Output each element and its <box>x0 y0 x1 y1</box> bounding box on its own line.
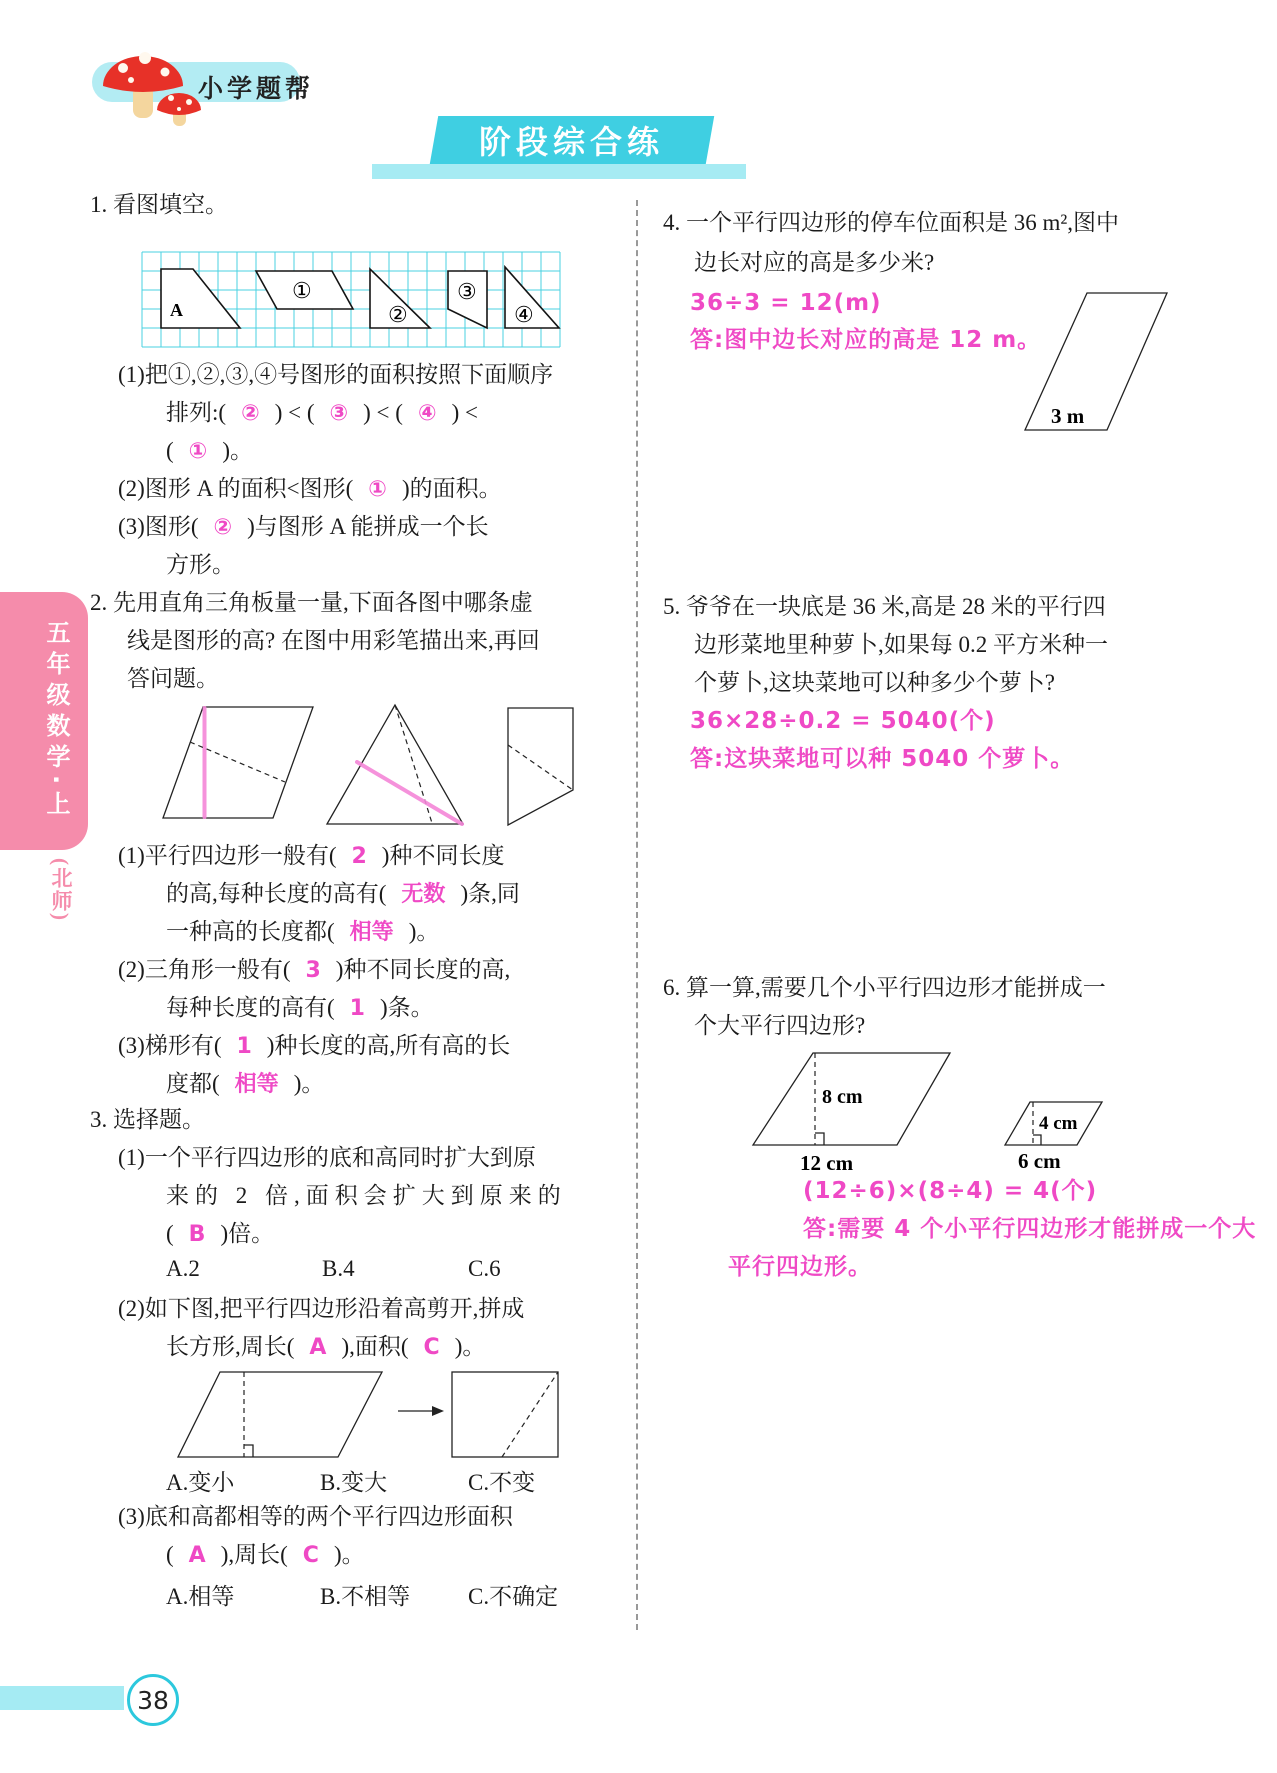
q6-answer-sentence-line1: 答:需要 4 个小平行四边形才能拼成一个大 <box>803 1216 1257 1242</box>
q6-answer-sentence-line2: 平行四边形。 <box>728 1254 872 1280</box>
q4-figure <box>1015 283 1185 435</box>
shape-2-label: ② <box>388 302 408 327</box>
q2-trapezoid <box>508 708 573 825</box>
q3-item2-line2: 长方形,周长( A ),面积( C )。 <box>166 1334 486 1360</box>
q6-small-base-label: 6 cm <box>1018 1149 1061 1173</box>
q3-item3-line1: (3)底和高都相等的两个平行四边形面积 <box>118 1504 513 1529</box>
q6-heading-line2: 个大平行四边形? <box>694 1013 866 1038</box>
q5-answer-sentence: 答:这块菜地可以种 5040 个萝卜。 <box>690 746 1075 772</box>
q3-item3-option-b: B.不相等 <box>320 1584 411 1609</box>
q4-answer-sentence: 答:图中边长对应的高是 12 m。 <box>690 327 1042 353</box>
q2-item1-line3: 一种高的长度都( 相等 )。 <box>166 919 440 945</box>
arrow-head <box>432 1406 444 1416</box>
q3-item2-figure <box>170 1363 570 1463</box>
q3-item3-option-a: A.相等 <box>166 1584 235 1609</box>
q3-item1-line2: 来的 2 倍,面积会扩大到原来的 <box>166 1183 567 1208</box>
q2-heading-line1: 2. 先用直角三角板量一量,下面各图中哪条虚 <box>90 590 533 615</box>
q2-heading-line2: 线是图形的高? 在图中用彩笔描出来,再回 <box>127 628 540 653</box>
q2-parallelogram <box>163 707 313 818</box>
q6-big-base-label: 12 cm <box>800 1151 854 1175</box>
q2-item2-line1: (2)三角形一般有( 3 )种不同长度的高, <box>118 957 511 983</box>
q1-item1-line3: ( ① )。 <box>166 438 253 464</box>
q2-item1-line1: (1)平行四边形一般有( 2 )种不同长度 <box>118 843 505 869</box>
shape-4-label: ④ <box>514 302 534 327</box>
q2-trapezoid-dashed-line <box>508 745 573 790</box>
q2-figure <box>155 698 585 830</box>
sidebar-book-label: 五年级数学·上 <box>42 619 70 823</box>
sidebar-tab <box>0 592 88 850</box>
q6-figure <box>740 1043 1120 1178</box>
footer-bar <box>0 1686 124 1710</box>
q2-triangle <box>327 705 463 824</box>
q4-heading-line1: 4. 一个平行四边形的停车位面积是 36 m²,图中 <box>663 210 1120 235</box>
title-banner-underline <box>372 164 746 179</box>
page-number-badge <box>127 1674 179 1726</box>
q5-heading-line3: 个萝卜,这块菜地可以种多少个萝卜? <box>694 670 1055 695</box>
q1-item1-line2: 排列:( ② ) < ( ③ ) < ( ④ ) < <box>166 400 478 426</box>
q1-item2: (2)图形 A 的面积<图形( ① )的面积。 <box>118 476 502 502</box>
q4-answer-equation: 36÷3 = 12(m) <box>690 290 882 316</box>
q2-heading-line3: 答问题。 <box>127 666 219 691</box>
q2-item2-line2: 每种长度的高有( 1 )条。 <box>166 995 434 1021</box>
q3-item1-option-a: A.2 <box>166 1256 200 1281</box>
column-divider <box>636 200 638 1630</box>
q2-item3-line1: (3)梯形有( 1 )种长度的高,所有高的长 <box>118 1033 511 1059</box>
q3-item2-option-c: C.不变 <box>468 1470 536 1495</box>
q6-heading-line1: 6. 算一算,需要几个小平行四边形才能拼成一 <box>663 975 1106 1000</box>
q5-answer-equation: 36×28÷0.2 = 5040(个) <box>690 708 996 734</box>
q2-item1-line2: 的高,每种长度的高有( 无数 )条,同 <box>166 881 520 907</box>
q2-triangle-marked-line <box>357 762 462 824</box>
q1-grid-figure <box>142 252 560 347</box>
q3-item2-option-b: B.变大 <box>320 1470 388 1495</box>
right-angle-mark <box>244 1445 253 1457</box>
q1-heading: 1. 看图填空。 <box>90 192 228 217</box>
q3-item1-option-b: B.4 <box>322 1256 355 1281</box>
q3-rectangle <box>452 1372 558 1457</box>
q3-parallelogram <box>178 1372 382 1457</box>
q4-heading-line2: 边长对应的高是多少米? <box>694 250 935 275</box>
shape-3-label: ③ <box>457 279 477 304</box>
title-banner <box>430 116 714 164</box>
q6-big-height-label: 8 cm <box>822 1086 863 1108</box>
q6-answer-equation: (12÷6)×(8÷4) = 4(个) <box>803 1178 1098 1204</box>
shape-1-label: ① <box>292 278 312 303</box>
q3-item2-line1: (2)如下图,把平行四边形沿着高剪开,拼成 <box>118 1296 525 1321</box>
q6-small-height-label: 4 cm <box>1039 1113 1078 1134</box>
q3-item3-option-c: C.不确定 <box>468 1584 559 1609</box>
q4-base-label: 3 m <box>1051 404 1085 428</box>
logo-text: 小学题帮 <box>198 74 315 103</box>
q3-heading: 3. 选择题。 <box>90 1107 205 1132</box>
page-number: 38 <box>137 1685 169 1715</box>
q2-item3-line2: 度都( 相等 )。 <box>166 1071 325 1097</box>
sidebar-edition-label: (北师) <box>49 858 73 922</box>
right-angle-mark <box>815 1133 824 1145</box>
q5-heading-line1: 5. 爷爷在一块底是 36 米,高是 28 米的平行四 <box>663 594 1106 619</box>
q1-item3-line1: (3)图形( ② )与图形 A 能拼成一个长 <box>118 514 489 540</box>
q5-heading-line2: 边形菜地里种萝卜,如果每 0.2 平方米种一 <box>694 632 1108 657</box>
page-title: 阶段综合练 <box>479 123 665 161</box>
q1-item3-line2: 方形。 <box>166 552 235 577</box>
q3-rectangle-dashed-line <box>502 1372 558 1457</box>
mushroom-logo-icon <box>95 34 210 129</box>
q3-item2-option-a: A.变小 <box>166 1470 235 1495</box>
q3-item1-line1: (1)一个平行四边形的底和高同时扩大到原 <box>118 1145 536 1170</box>
shape-a-label: A <box>170 300 183 320</box>
q3-item1-line3: ( B )倍。 <box>166 1221 275 1247</box>
q3-item1-option-c: C.6 <box>468 1256 501 1281</box>
right-angle-mark <box>1033 1135 1041 1145</box>
q1-item1-line1: (1)把①,②,③,④号图形的面积按照下面顺序 <box>118 362 554 387</box>
q4-parallelogram <box>1025 293 1167 430</box>
q3-item3-line2: ( A ),周长( C )。 <box>166 1542 365 1568</box>
